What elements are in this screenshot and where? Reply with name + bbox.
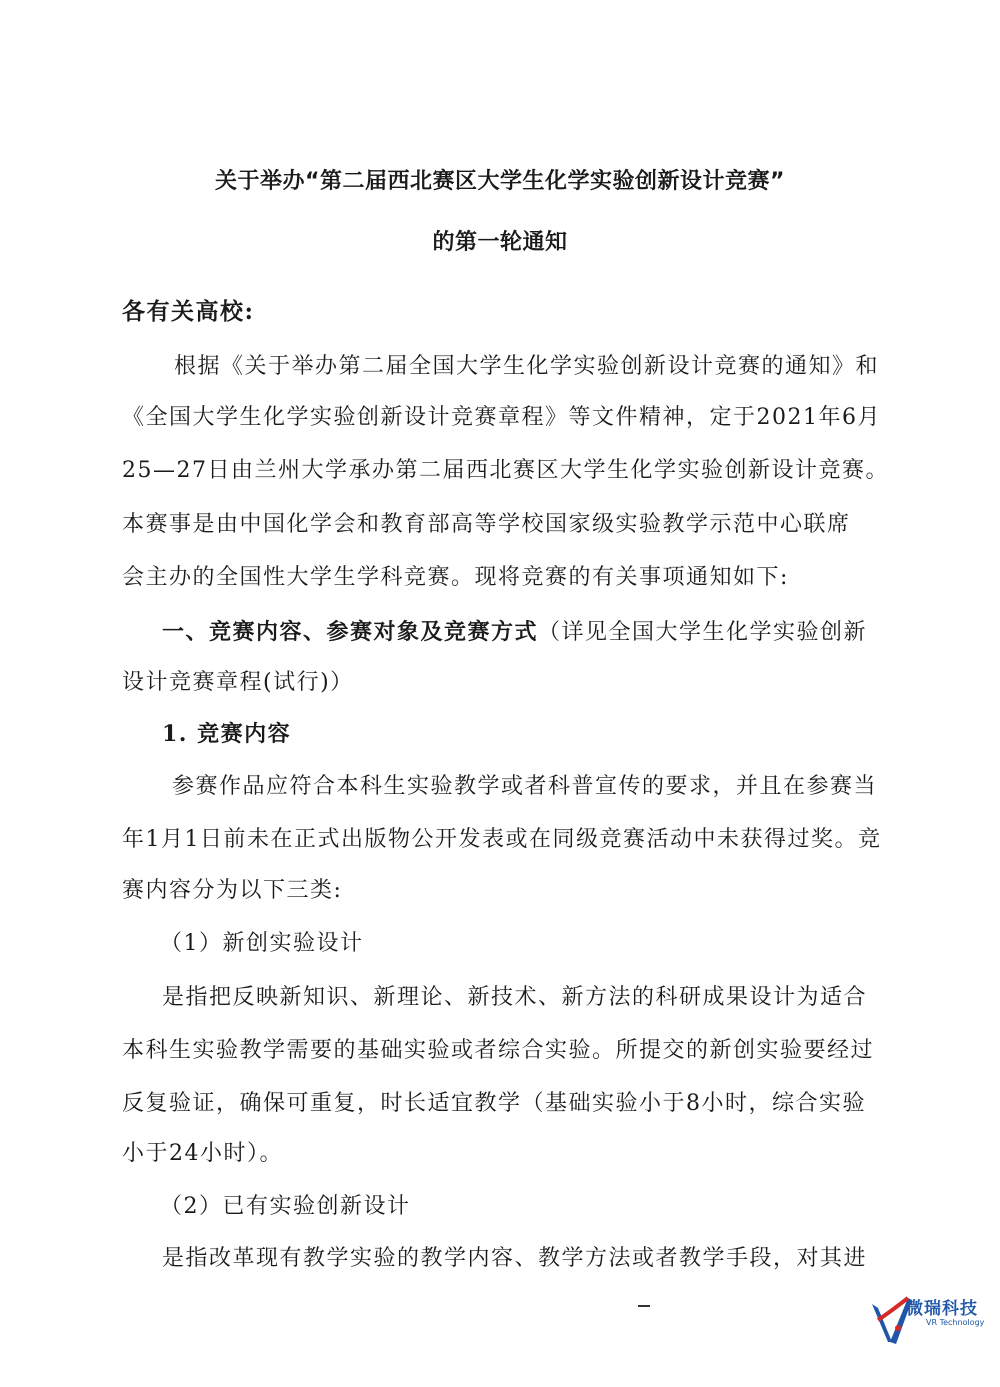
intro-line-5: 会主办的全国性大学生学科竞赛。现将竞赛的有关事项通知如下: (122, 565, 789, 590)
intro-line-4: 本赛事是由中国化学会和教育部高等学校国家级实验教学示范中心联席 (122, 512, 851, 537)
watermark-logo (868, 1290, 993, 1362)
section-1-heading: 一、竞赛内容、参赛对象及竞赛方式 (162, 619, 539, 645)
document-title-line1: 关于举办“第二届西北赛区大学生化学实验创新设计竞赛” (215, 169, 785, 194)
subsection-1-line-3: 赛内容分为以下三类: (122, 878, 343, 903)
category-1-line-3: 反复验证，确保可重复，时长适宜教学（基础实验小于8小时，综合实验 (122, 1091, 866, 1116)
category-1-line-1: 是指把反映新知识、新理论、新技术、新方法的科研成果设计为适合 (162, 985, 868, 1010)
document-title-line2: 的第一轮通知 (432, 230, 568, 255)
category-1-heading: （1）新创实验设计 (160, 931, 364, 956)
section-1-heading-note: （详见全国大学生化学实验创新 (538, 620, 868, 645)
subsection-1-line-1: 参赛作品应符合本科生实验教学或者科普宣传的要求，并且在参赛当 (172, 774, 878, 799)
watermark-subtitle: VR Technology (926, 1318, 985, 1327)
intro-line-1: 根据《关于举办第二届全国大学生化学实验创新设计竞赛的通知》和 (174, 354, 880, 379)
page-number-mark (638, 1305, 650, 1307)
watermark-name: 微瑞科技 (906, 1299, 978, 1319)
intro-line-3: 25—27日由兰州大学承办第二届西北赛区大学生化学实验创新设计竞赛。 (122, 458, 889, 483)
category-2-line-1: 是指改革现有教学实验的教学内容、教学方法或者教学手段，对其进 (162, 1246, 868, 1271)
section-1-heading-cont: 设计竞赛章程(试行)） (122, 670, 354, 695)
subsection-1-line-2: 年1月1日前未在正式出版物公开发表或在同级竞赛活动中未获得过奖。竞 (122, 827, 882, 852)
salutation: 各有关高校: (122, 298, 255, 325)
intro-line-2: 《全国大学生化学实验创新设计竞赛章程》等文件精神，定于2021年6月 (122, 405, 881, 430)
subsection-1-heading: 1. 竞赛内容 (162, 721, 292, 747)
category-1-line-2: 本科生实验教学需要的基础实验或者综合实验。所提交的新创实验要经过 (122, 1038, 875, 1063)
section-1-heading-line (162, 617, 867, 648)
category-2-heading: （2）已有实验创新设计 (160, 1194, 411, 1219)
category-1-line-4: 小于24小时）。 (122, 1141, 283, 1166)
